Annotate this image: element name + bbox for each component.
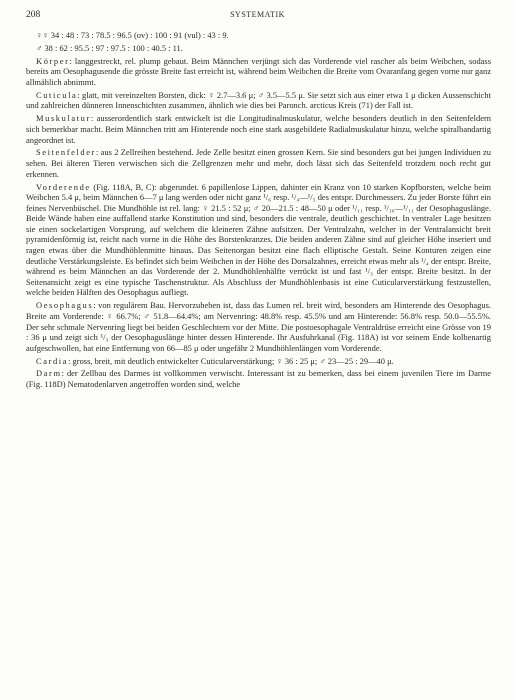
term-seitenfelder: Seitenfelder [36, 147, 96, 158]
formula-male: ♂ 38 : 62 : 95.5 : 97 : 97.5 : 100 : 40.5 : 11. [36, 42, 183, 53]
text-oesophagus: : von regulärem Bau. Hervorzuheben ist, dass das Lumen rel. breit wird, besonders am Hinterende des Oesophagus. Breite am Vorderende: ♀ 66.7%; ♂ 51.8—64.4%; am Nervenring: 48.8% resp. 45.5% und am Hinterende: 56.8% resp. 50.0—55.5%. Der sehr schmale Nervenring liegt bei beiden Geschlechtern vor der Mitte. Die postoesophagale Ventraldrüse erreicht eine Grösse von 19 : 36 μ und zeigt sich ¹/₃ der Oesophaguslänge hinter dessen Hinterende. Ihr Ausfuhrkanal (Fig. 118A) ist vor seinem Ende kolbenartig aufgeschwollen, hat eine Entfernung von 66—85 μ oder ungefähr 2 Mundhöhlenlängen vom Vorderende. [26, 300, 491, 353]
formula-female: ♀♀ 34 : 48 : 73 : 78.5 : 96.5 (ov) : 100 : 91 (vul) : 43 : 9. [36, 30, 229, 40]
term-koerper: Körper [36, 55, 70, 66]
page-number: 208 [26, 10, 41, 20]
text-muskulatur: : ausserordentlich stark entwickelt ist die Longitudinalmuskulatur, welche besonders deutlich in den Seitenfeldern sich bemerkbar macht. Beim Männchen tritt am Hinterende noch eine stark ausgebildete Radialmuskulatur hinzu, welche spiralbandartig angeordnet ist. [26, 113, 491, 145]
running-title: SYSTEMATIK [230, 10, 285, 19]
paragraph-cardia [26, 356, 491, 367]
text-cardia: : gross, breit, mit deutlich entwickelter Cuticularverstärkung; ♀ 36 : 25 μ; ♂ 23—25 : 29—40 μ. [68, 355, 394, 366]
term-vorderende: Vorderende [36, 181, 91, 192]
paragraph-cuticula [26, 90, 491, 111]
text-vorderende: (Fig. 118A, B, C): abgerundet. 6 papillenlose Lippen, dahinter ein Kranz von 10 starken Kopfborsten, welche beim Weibchen 5.4 μ, beim Männchen 6—7 μ lang werden oder nicht ganz ¹/₆ resp. ¹/₄—¹/₅ des entspr. Durchmessers. Zu jeder Borste führt ein feines Nervenbüschel. Die Mundhöhle ist rel. lang: ♀ 21.5 : 52 μ; ♂ 20—21.5 : 48—50 μ oder ¹/₁₁ resp. ¹/₁₆—¹/₁₁ der Oesophaguslänge. Beide Wände haben eine auffallend starke Konstitution und sind, besonders die ventrale, deutlich geschichtet. In ventraler Lage besitzen sie einen sockelartigen Vorsprung, auf welchem die kleineren Zähne aufsitzen. Der Ventralzahn, welcher in der Ventralansicht breit pyramidenförmig ist, reicht nach vorne in die Höhe des Borstenkranzes. Die beiden anderen Zähne sind auf gleicher Höhe inseriert und ragen etwas über die Mundhöhlenmitte hinaus. Das Seitenorgan besitzt eine flach elliptische Gestalt. Seine Konturen zeigen eine deutliche Verstärkungsleiste. Es befindet sich beim Weibchen in der Höhe des Dorsalzahnes, erreicht etwas mehr als ¹/₄ der entspr. Breite, während es beim Männchen an das Vorderende der 2. Mundhöhlenhälfte verrückt ist und fast ¹/₃ der entspr. Breite besitzt. In der Seitenansicht zeigt es eine typische Taschenstruktur. Als Abschluss der Mundhöhlenbasis ist eine Cuticularverstärkung festzustellen, welche beiden Hälften des Oesophagus aufliegt. [26, 181, 491, 298]
paragraph-darm [26, 368, 491, 389]
term-muskulatur: Muskulatur [36, 113, 91, 124]
term-darm: Darm [36, 368, 62, 379]
paragraph-vorderende [26, 182, 491, 299]
term-oesophagus: Oesophagus [36, 300, 94, 311]
text-seitenfelder: : aus 2 Zellreihen bestehend. Jede Zelle besitzt einen grossen Kern. Sie sind besonders gut bei jungen Individuen zu sehen. Bei älteren Tieren verwischen sich die Zellgrenzen mehr und mehr, doch lässt sich das Seitenfeld trotzdem noch recht gut erkennen. [26, 147, 491, 179]
body-text [26, 30, 491, 392]
paragraph-muskulatur [26, 113, 491, 145]
text-cuticula: : glatt, mit vereinzelten Borsten, dick: ♀ 2.7—3.6 μ; ♂ 3.5—5.5 μ. Sie setzt sich aus einer etwa 1 μ dicken Aussenschicht und zahlreichen dünneren Innenschichten zusammen, ähnlich wie dies bei Paronch. arcticus Kreis (71) der Fall ist. [26, 89, 491, 111]
term-cuticula: Cuticula [36, 89, 78, 100]
paragraph-oesophagus [26, 300, 491, 353]
paragraph-koerper [26, 56, 491, 88]
text-koerper: : langgestreckt, rel. plump gebaut. Beim Männchen verjüngt sich das Vorderende viel rascher als beim Weibchen, sodass bereits am Oesophagusende die grösste Breite fast erreicht ist, während beim Weibchen die Breite vom Ovaranfang gegen vorne nur ganz allmählich abnimmt. [26, 55, 491, 87]
text-darm: : der Zellbau des Darmes ist vollkommen verwischt. Interessant ist zu bemerken, dass bei einem juvenilen Tiere im Darme (Fig. 118D) Nematodenlarven angetroffen worden sind, welche [26, 368, 491, 390]
paragraph-seitenfelder [26, 147, 491, 179]
term-cardia: Cardia [36, 355, 69, 366]
page-header [26, 10, 489, 24]
